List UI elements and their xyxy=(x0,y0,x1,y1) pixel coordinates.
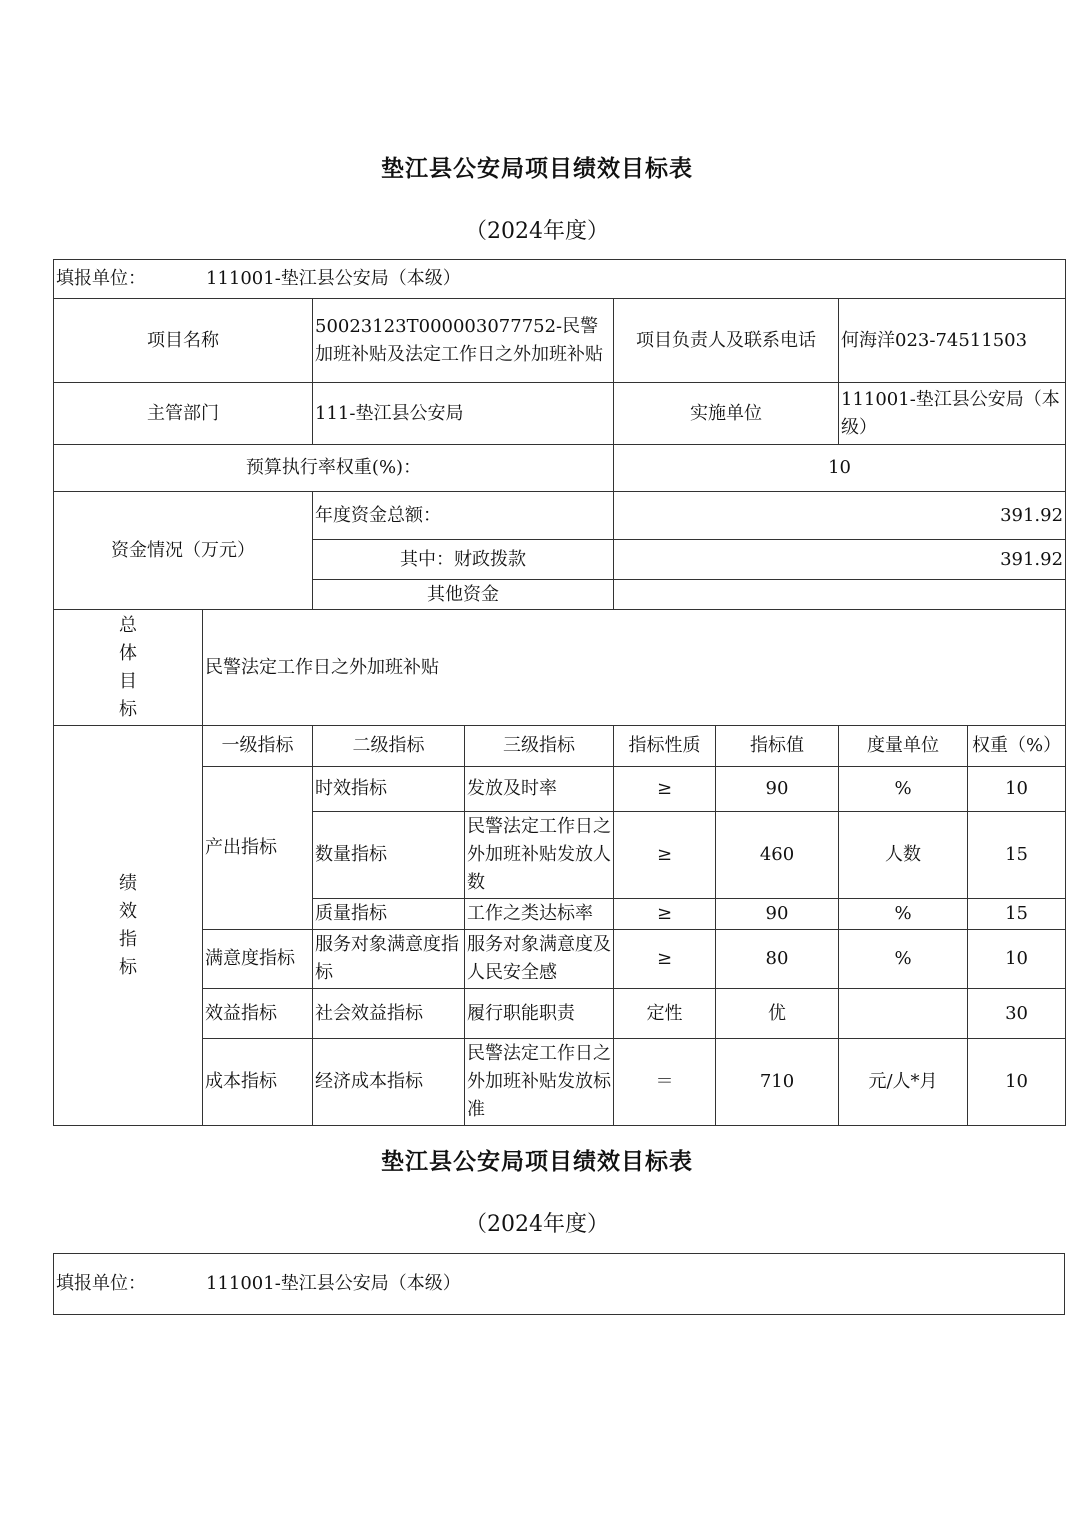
second-unit-label: 填报单位： xyxy=(56,1273,146,1294)
row-l3: 工作之类达标率 xyxy=(465,899,614,930)
row-weight: 15 xyxy=(968,812,1066,899)
goal-value: 民警法定工作日之外加班补贴 xyxy=(203,610,1066,726)
budget-weight-row xyxy=(54,445,1066,492)
dept-value: 111-垫江县公安局 xyxy=(313,383,614,445)
goal-label: 总体目标 xyxy=(119,614,137,720)
row-l2: 数量指标 xyxy=(313,812,465,899)
row-l2: 服务对象满意度指标 xyxy=(313,930,465,989)
contact-label: 项目负责人及联系电话 xyxy=(614,299,839,383)
row-l2: 质量指标 xyxy=(313,899,465,930)
row-value: 优 xyxy=(716,989,839,1039)
project-name-value: 50023123T000003077752-民警加班补贴及法定工作日之外加班补贴 xyxy=(313,299,614,383)
indicators-label: 绩效指标 xyxy=(119,872,137,978)
impl-value: 111001-垫江县公安局（本级） xyxy=(839,383,1066,445)
row-value: 90 xyxy=(716,899,839,930)
second-unit-row xyxy=(54,1254,1065,1315)
row-l1: 成本指标 xyxy=(203,1039,313,1126)
row-l1: 产出指标 xyxy=(203,767,313,930)
row-unit: 元/人*月 xyxy=(839,1039,968,1126)
header-l2: 二级指标 xyxy=(313,726,465,767)
row-weight: 10 xyxy=(968,1039,1066,1126)
header-l1: 一级指标 xyxy=(203,726,313,767)
row-value: 460 xyxy=(716,812,839,899)
row-weight: 10 xyxy=(968,930,1066,989)
row-l3: 民警法定工作日之外加班补贴发放标准 xyxy=(465,1039,614,1126)
budget-weight-label: 预算执行率权重(%)： xyxy=(54,445,614,492)
unit-value: 111001-垫江县公安局（本级） xyxy=(206,268,461,289)
row-l3: 履行职能职责 xyxy=(465,989,614,1039)
row-l1: 效益指标 xyxy=(203,989,313,1039)
second-unit-table xyxy=(53,1253,1065,1315)
funds-label: 资金情况（万元） xyxy=(111,539,255,561)
table-row xyxy=(54,1039,1066,1126)
page-title: 垫江县公安局项目绩效目标表 xyxy=(381,155,693,182)
funds-total-label: 年度资金总额： xyxy=(313,492,614,540)
row-value: 80 xyxy=(716,930,839,989)
header-value: 指标值 xyxy=(716,726,839,767)
funds-other-value xyxy=(614,580,1066,610)
row-weight: 30 xyxy=(968,989,1066,1039)
row-l3: 民警法定工作日之外加班补贴发放人数 xyxy=(465,812,614,899)
goal-row xyxy=(54,610,1066,726)
row-value: 90 xyxy=(716,767,839,812)
row-nature: ≥ xyxy=(614,812,716,899)
second-page-title: 垫江县公安局项目绩效目标表 xyxy=(381,1148,693,1175)
second-year-subtitle: （2024年度） xyxy=(465,1212,609,1237)
row-value: 710 xyxy=(716,1039,839,1126)
table-row xyxy=(54,767,1066,812)
row-nature: ≥ xyxy=(614,930,716,989)
table-row xyxy=(54,989,1066,1039)
row-unit: % xyxy=(839,899,968,930)
budget-weight-value: 10 xyxy=(614,445,1066,492)
row-l2: 时效指标 xyxy=(313,767,465,812)
row-unit: % xyxy=(839,930,968,989)
row-l1: 满意度指标 xyxy=(203,930,313,989)
header-nature: 指标性质 xyxy=(614,726,716,767)
impl-label: 实施单位 xyxy=(614,383,839,445)
second-unit-value: 111001-垫江县公安局（本级） xyxy=(206,1273,461,1294)
unit-label: 填报单位： xyxy=(56,268,146,289)
row-l2: 经济成本指标 xyxy=(313,1039,465,1126)
contact-value: 何海洋023-74511503 xyxy=(839,299,1066,383)
row-unit xyxy=(839,989,968,1039)
row-nature: ≥ xyxy=(614,899,716,930)
header-l3: 三级指标 xyxy=(465,726,614,767)
funds-total-value: 391.92 xyxy=(614,492,1066,540)
table-row xyxy=(54,930,1066,989)
header-unit: 度量单位 xyxy=(839,726,968,767)
row-nature: ≥ xyxy=(614,767,716,812)
row-l3: 服务对象满意度及人民安全感 xyxy=(465,930,614,989)
funds-fiscal-label: 其中：财政拨款 xyxy=(313,540,614,580)
unit-row xyxy=(54,260,1066,299)
funds-other-label: 其他资金 xyxy=(313,580,614,610)
row-unit: 人数 xyxy=(839,812,968,899)
project-name-label: 项目名称 xyxy=(54,299,313,383)
header-weight: 权重（%） xyxy=(968,726,1066,767)
performance-table xyxy=(53,259,1066,1126)
indicator-header-row xyxy=(54,726,1066,767)
row-l3: 发放及时率 xyxy=(465,767,614,812)
project-row xyxy=(54,299,1066,383)
funds-total-row xyxy=(54,492,1066,540)
row-weight: 10 xyxy=(968,767,1066,812)
funds-fiscal-value: 391.92 xyxy=(614,540,1066,580)
row-weight: 15 xyxy=(968,899,1066,930)
dept-row xyxy=(54,383,1066,445)
row-nature: ＝ xyxy=(614,1039,716,1126)
row-l2: 社会效益指标 xyxy=(313,989,465,1039)
row-unit: % xyxy=(839,767,968,812)
dept-label: 主管部门 xyxy=(54,383,313,445)
year-subtitle: （2024年度） xyxy=(465,219,609,244)
row-nature: 定性 xyxy=(614,989,716,1039)
